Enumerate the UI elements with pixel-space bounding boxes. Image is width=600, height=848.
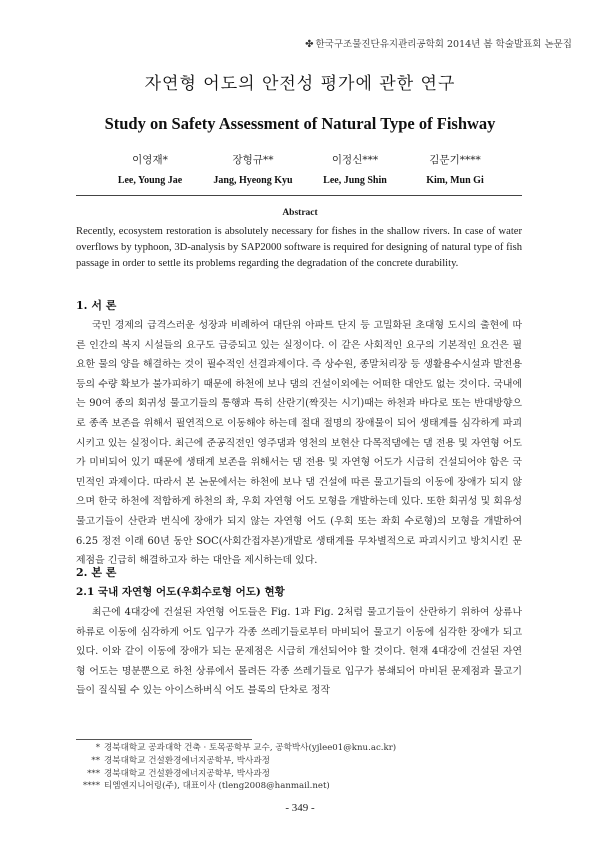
footnote-text: 경북대학교 건설환경에너지공학부, 박사과정 xyxy=(104,755,270,766)
section-2-1-title: 2.1 국내 자연형 어도(우회수로형 어도) 현황 xyxy=(76,586,285,598)
footnote xyxy=(76,780,496,793)
footnote-mark: *** xyxy=(87,768,100,779)
author-name-ko: 김문기**** xyxy=(429,154,481,166)
section-1-body: 국민 경제의 급격스러운 성장과 비례하여 대단위 아파트 단지 등 고밀화된 초대형 도시의 출현에 따른 인간의 복지 시설들의 요구도 급증되고 있는 실정이다. 이 같은 사회적인 요구의 기본적인 요건은 필요한 물의 양을 해결하는 것이 필수적인 선결과제이다. 즉 상수원, 종말처리장 등 생활용수시설과 발전용 등의 수량 확보가 불가피하기 때문에 하천에 보나 댐의 건설이외에는 어떠한 대안도 없는 것이다. 국내에는 90여 종의 회귀성 물고기들의 통행과 특히 산란기(짝짓는 시기)때는 하천과 바다로 또는 반대방향으로 종족 보존을 위해서 필연적으로 이동해야 하는데 절대 절명의 장애물이 되어 생태계를 심각하게 파괴 시키고 있는 실정이다. 최근에 준공직전인 영주댐과 영천의 보현산 다목적댐에는 댐 전용 및 자연형 어도가 미비되어 있기 때문에 생태계 보존을 위해서는 댐 전용 및 자연형 어도가 시급히 건설되어야 함은 국민적인 과제이다. 따라서 본 논문에서는 하천에 보나 댐 건설에 따른 물고기들의 이동에 장애가 되지 않으며 한국 하천에 적합하게 하천의 좌, 우회 자연형 어도 모형을 개발하는데 있다. 또한 회귀성 및 회유성 물고기들이 산란과 번식에 장애가 되지 않는 자연형 어도 (우회 또는 좌회 수로형)의 모형을 개발하여 6.25 정전 이래 60년 동안 SOC(사회간접자본)개발로 생태계를 무차별적으로 파괴시키고 방치시킨 문제점을 긴급히 해결하고자 하는 대안을 제시하는데 있다. xyxy=(76,320,522,567)
author-4 xyxy=(400,152,510,186)
footnote-text: 경북대학교 건설환경에너지공학부, 박사과정 xyxy=(104,768,270,779)
author-2 xyxy=(198,152,308,186)
author-name-ko: 이영재* xyxy=(132,154,168,166)
footnote-divider xyxy=(76,739,252,740)
author-name-ko: 이정신*** xyxy=(331,154,379,166)
flower-icon: ✤ xyxy=(305,39,314,50)
footnote-mark: **** xyxy=(82,781,100,792)
author-name-en: Jang, Hyeong Kyu xyxy=(213,175,293,186)
title-english: Study on Safety Assessment of Natural Type of Fishway xyxy=(104,114,496,133)
footnote xyxy=(76,742,496,755)
abstract-heading: Abstract xyxy=(282,208,318,218)
section-1-title: 1. 서 론 xyxy=(76,299,117,312)
author-name-en: Lee, Young Jae xyxy=(117,175,183,186)
running-head-text: 한국구조물진단유지관리공학회 2014년 봄 학술발표회 논문집 xyxy=(315,39,572,50)
author-3 xyxy=(300,152,410,186)
author-name-ko: 장형규** xyxy=(232,154,274,166)
footnote-mark: ** xyxy=(91,755,100,766)
author-name-en: Lee, Jung Shin xyxy=(323,175,387,186)
section-2-1-body: 최근에 4대강에 건설된 자연형 어도들은 Fig. 1과 Fig. 2처럼 물고기들이 산란하기 위하여 상류나 하류로 이동에 심각하게 어도 입구가 각종 쓰레기들로부터 마비되어 물고기 이동에 심각한 장애가 되고 있다. 이와 같이 이동에 장애가 되는 문제점은 시급히 개선되어야 할 것이다. 현재 4대강에 건설된 자연형 어도는 명분뿐으로 하천 상류에서 몰려든 각종 쓰레기들로 입구가 봉쇄되어 마비된 문제점과 물고기들이 질식될 수 있는 아이스하버식 어도 블록의 단차로 정작 xyxy=(76,607,522,697)
author-name-en: Kim, Mun Gi xyxy=(426,175,484,186)
footnote-text: 티엠엔지니어링(주), 대표이사 (tleng2008@hanmail.net) xyxy=(104,781,330,792)
footnote xyxy=(76,755,496,768)
section-2-title: 2. 본 론 xyxy=(76,566,117,579)
title-korean: 자연형 어도의 안전성 평가에 관한 연구 xyxy=(144,74,456,94)
footnote-text: 경북대학교 공과대학 건축 · 토목공학부 교수, 공학박사(yjlee01@knu.ac.kr) xyxy=(104,743,397,753)
author-1 xyxy=(95,152,205,186)
abstract-text: Recently, ecosystem restoration is absolutely necessary for fishes in the shallow rivers. In case of water overflows by typhoon, 3D-analysis by SAP2000 software is required for designing of natural type of fish passage in order to settle its problems regarding the degradation of the concrete durability. xyxy=(76,226,522,269)
footnotes xyxy=(76,742,496,793)
running-head xyxy=(305,36,572,50)
footnote xyxy=(76,768,496,781)
page-number: - 349 - xyxy=(285,802,315,814)
header-divider xyxy=(76,195,522,196)
footnote-mark: * xyxy=(95,743,100,753)
